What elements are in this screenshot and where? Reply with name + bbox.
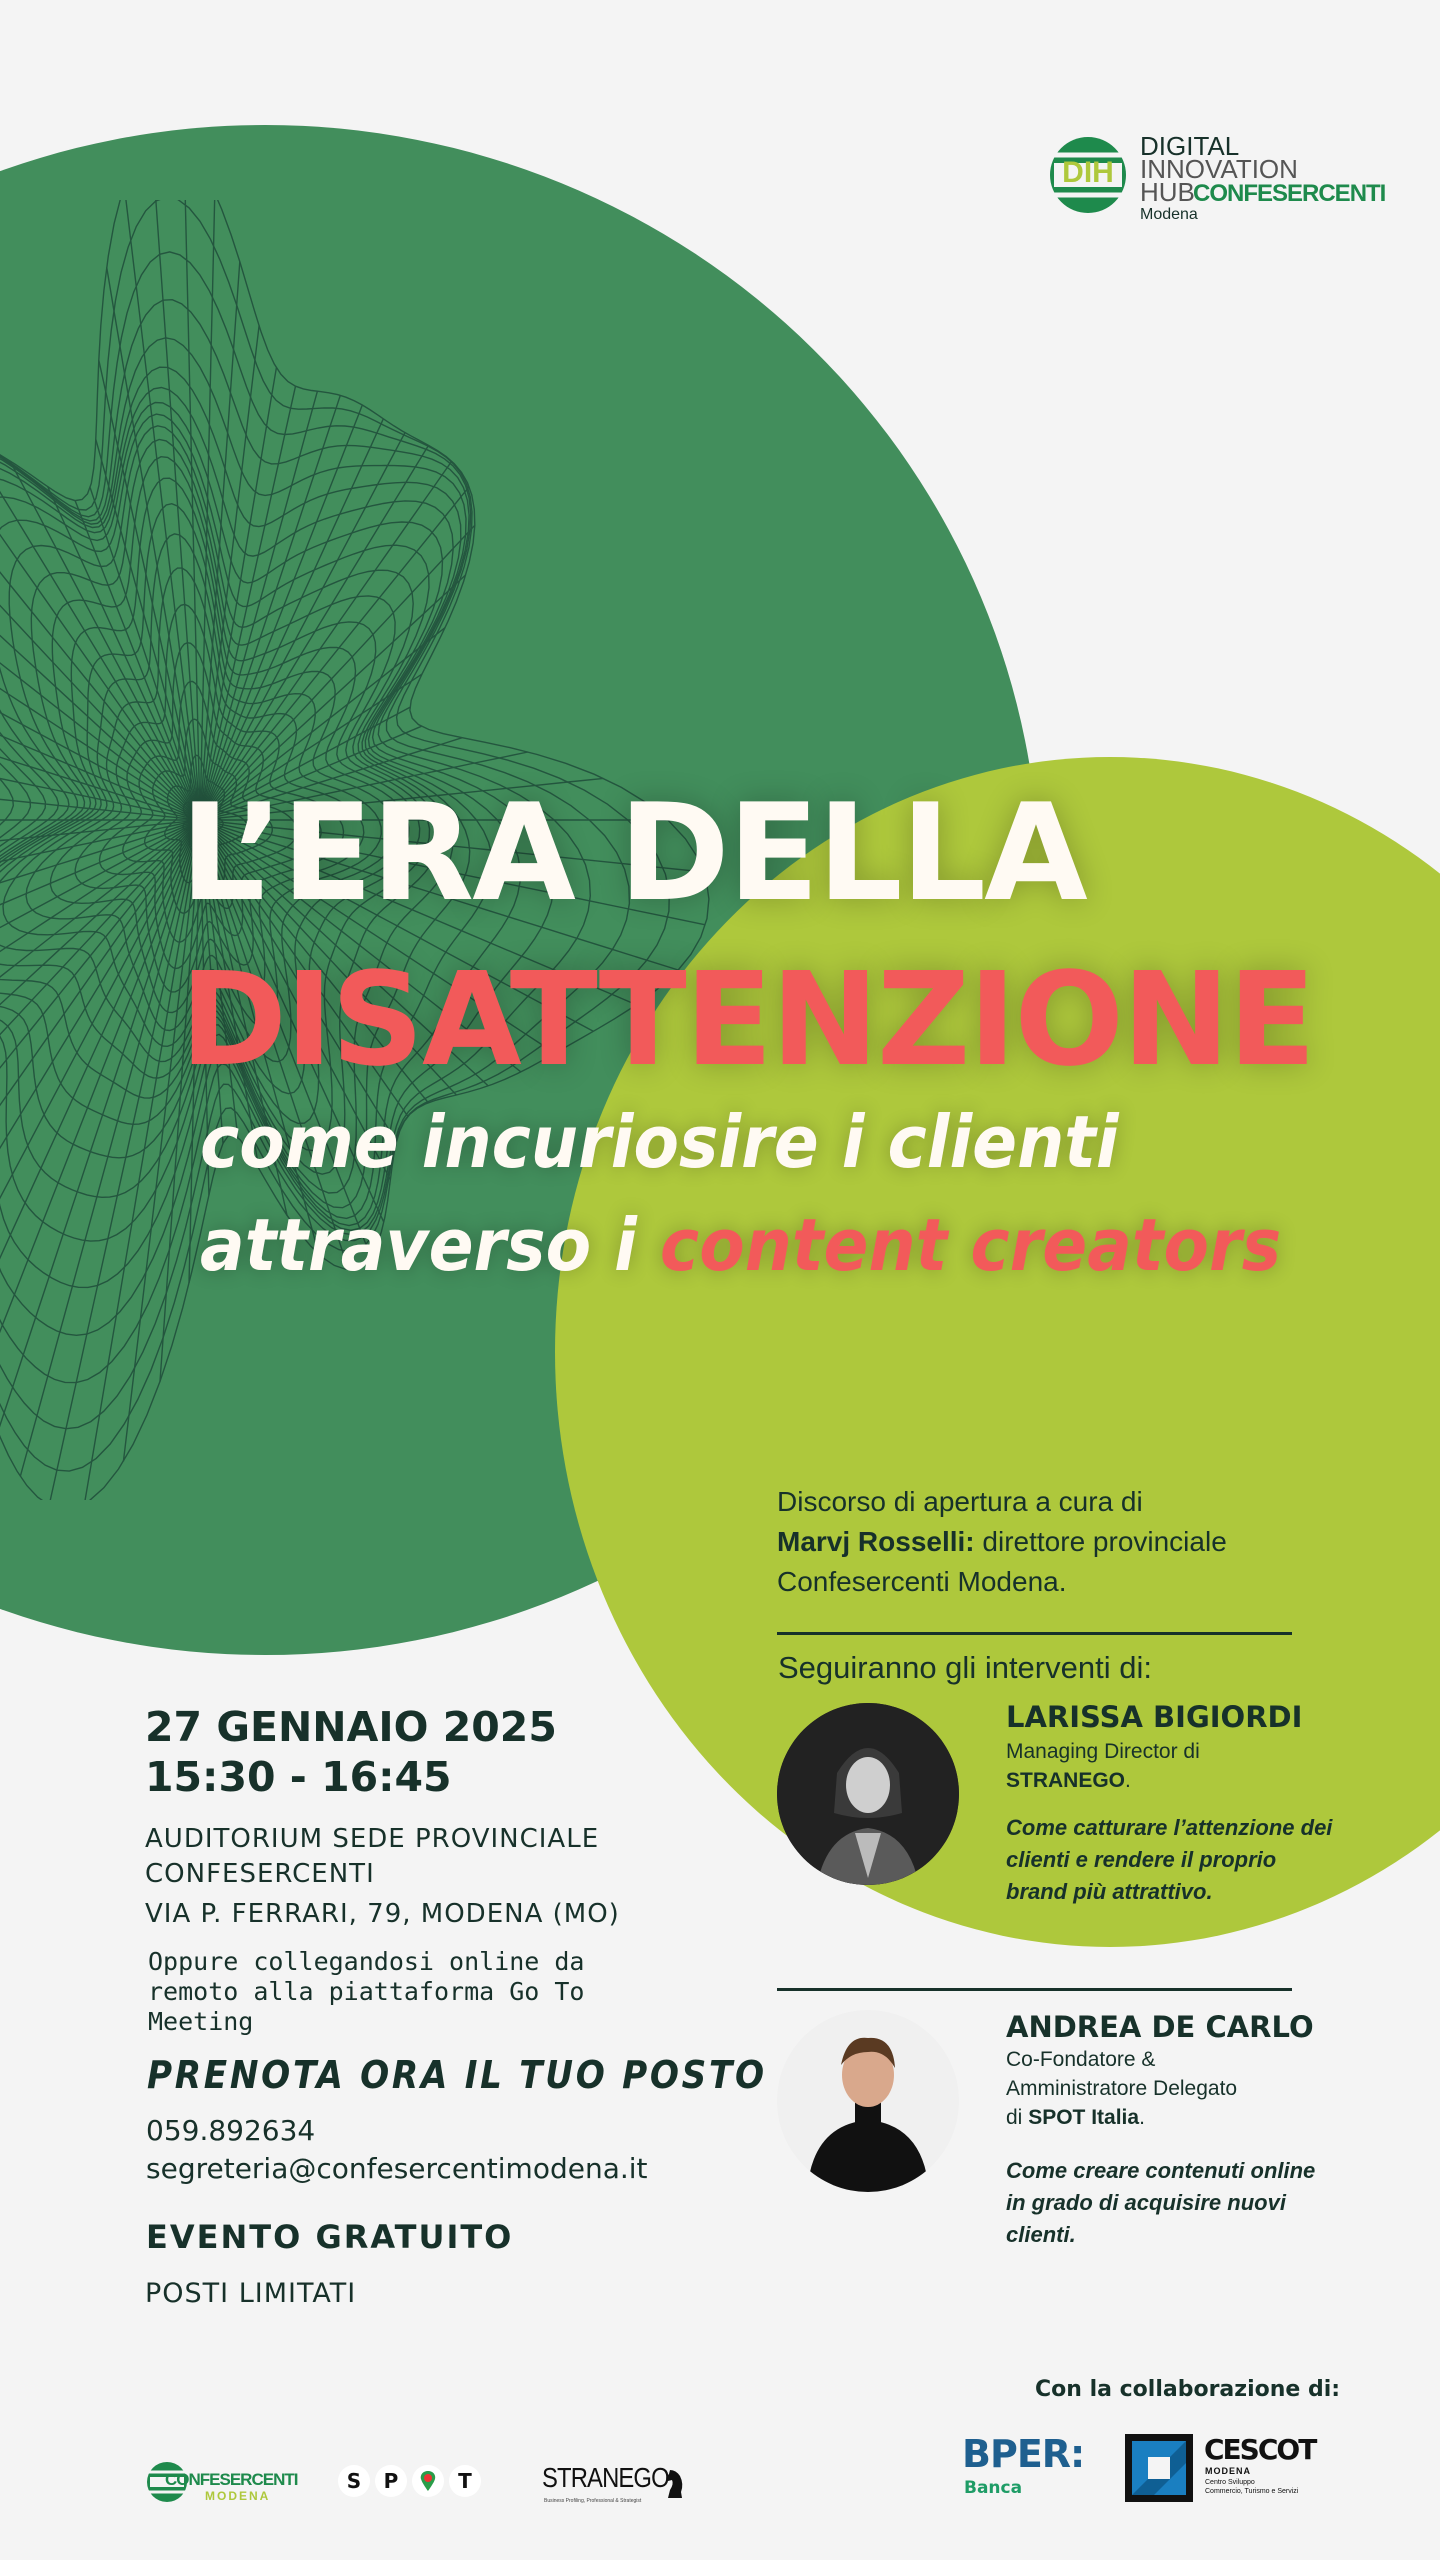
- cescot-desc2: Commercio, Turismo e Servizi: [1205, 2488, 1299, 2495]
- cescot-sub: MODENA: [1205, 2466, 1251, 2476]
- opening-line2: [777, 1522, 1337, 1562]
- speaker-role-larissa-line2: [1006, 1766, 1306, 1795]
- subtitle-line2-start: attraverso i: [200, 1203, 660, 1287]
- speaker-role-andrea-line3: [1006, 2103, 1306, 2132]
- subtitle-highlight: content creators: [659, 1203, 1282, 1287]
- spot-letter: T: [449, 2465, 481, 2497]
- subtitle-line1: come incuriosire i clienti: [200, 1100, 1119, 1184]
- bper-sub: Banca: [964, 2478, 1023, 2498]
- opening-line3: Confesercenti Modena.: [777, 1566, 1067, 1597]
- collaboration-label: Con la collaborazione di:: [1035, 2377, 1341, 2402]
- spot-letter: P: [375, 2465, 407, 2497]
- speaker-role-larissa: [1006, 1737, 1306, 1795]
- confesercenti-logo: [145, 2458, 298, 2508]
- title-line1: L’ERA DELLA: [180, 775, 1086, 931]
- venue-line2: CONFESERCENTI: [145, 1859, 375, 1889]
- logo-line3a: HUB: [1140, 177, 1195, 207]
- wire-spoke: [200, 391, 317, 820]
- venue-address: VIA P. FERRARI, 79, MODENA (MO): [145, 1899, 620, 1929]
- speaker-photo-andrea: [777, 2010, 959, 2192]
- cescot-logo-mark: [1124, 2433, 1194, 2503]
- bper-logo: [962, 2432, 1092, 2502]
- dih-badge: DIH: [1062, 156, 1114, 189]
- wire-spoke: [107, 267, 200, 820]
- bper-text: BPER:: [962, 2432, 1085, 2476]
- contact-email[interactable]: segreteria@confesercentimodena.it: [146, 2152, 648, 2185]
- contact-phone[interactable]: 059.892634: [146, 2114, 316, 2147]
- event-date: 27 GENNAIO 2025: [145, 1703, 557, 1751]
- booking-cta: PRENOTA ORA IL TUO POSTO: [147, 2053, 767, 2097]
- spot-logo: [338, 2465, 483, 2501]
- opening-line1: Discorso di apertura a cura di: [777, 1486, 1143, 1517]
- speaker-photo-larissa: [777, 1703, 959, 1885]
- punct: .: [1139, 2106, 1145, 2129]
- spot-letter: S: [338, 2465, 370, 2497]
- wire-spoke: [20, 820, 200, 1476]
- online-option: Oppure collegandosi online da remoto alla piattaforma Go To Meeting: [148, 1947, 585, 2036]
- speakers-label: Seguiranno gli interventi di:: [778, 1650, 1152, 1685]
- title-line2: DISATTENZIONE: [180, 945, 1315, 1095]
- logo-line3b: CONFESERCENTI: [1193, 180, 1386, 207]
- speaker-role-larissa-line1: Managing Director di: [1006, 1740, 1200, 1763]
- confesercenti-sub: MODENA: [205, 2489, 271, 2503]
- speaker-name-larissa: LARISSA BIGIORDI: [1006, 1700, 1303, 1734]
- stranego-logo: [542, 2462, 692, 2508]
- chess-knight-icon: [664, 2466, 686, 2500]
- cescot-desc1: Centro Sviluppo: [1205, 2479, 1255, 2486]
- speaker-talk-larissa: Come catturare l’attenzione dei clienti e rendere il proprio brand più attrattivo.: [1006, 1815, 1333, 1904]
- free-event-label: EVENTO GRATUITO: [146, 2218, 514, 2256]
- opening-text: [777, 1482, 1337, 1602]
- dih-logo: [1048, 130, 1386, 223]
- spot-pin-icon: [412, 2465, 444, 2497]
- stranego-sub: Business Profiling, Professional & Strategist: [544, 2498, 642, 2504]
- opening-speaker-name: Marvj Rosselli:: [777, 1526, 975, 1557]
- speaker-role-andrea: [1006, 2045, 1306, 2132]
- speaker-role-andrea-line2: Amministratore Delegato: [1006, 2077, 1238, 2100]
- venue-line1: AUDITORIUM SEDE PROVINCIALE: [145, 1824, 600, 1854]
- stranego-text: STRANEGO: [542, 2462, 669, 2493]
- opening-speaker-role: direttore provinciale: [974, 1526, 1227, 1557]
- wire-spoke: [49, 820, 200, 1500]
- cescot-logo: [1124, 2433, 1314, 2505]
- wire-spoke: [200, 386, 296, 820]
- punct: .: [1125, 1769, 1131, 1792]
- wire-spoke: [0, 432, 200, 820]
- speaker-company-spot: SPOT Italia: [1028, 2106, 1140, 2129]
- limited-seats-label: POSTI LIMITATI: [145, 2278, 357, 2309]
- speaker-name-andrea: ANDREA DE CARLO: [1006, 2010, 1314, 2044]
- confesercenti-text: CONFESERCENTI: [165, 2470, 298, 2489]
- wire-spoke: [184, 200, 200, 820]
- logo-line4: Modena: [1140, 206, 1198, 223]
- event-time: 15:30 - 16:45: [145, 1753, 452, 1801]
- speaker-role-andrea-line1: Co-Fondatore &: [1006, 2048, 1156, 2071]
- logo-line2: INNOVATION: [1140, 154, 1298, 184]
- divider: [777, 1988, 1292, 1991]
- speaker-company-stranego: STRANEGO: [1006, 1769, 1126, 1792]
- cescot-text: CESCOT: [1204, 2433, 1316, 2466]
- prefix: di: [1006, 2106, 1029, 2129]
- speaker-talk-andrea: Come creare contenuti online in grado di acquisire nuovi clienti.: [1006, 2158, 1316, 2247]
- subtitle-line2: [200, 1203, 1281, 1287]
- divider: [777, 1632, 1292, 1635]
- logo-line1: DIGITAL: [1140, 131, 1240, 161]
